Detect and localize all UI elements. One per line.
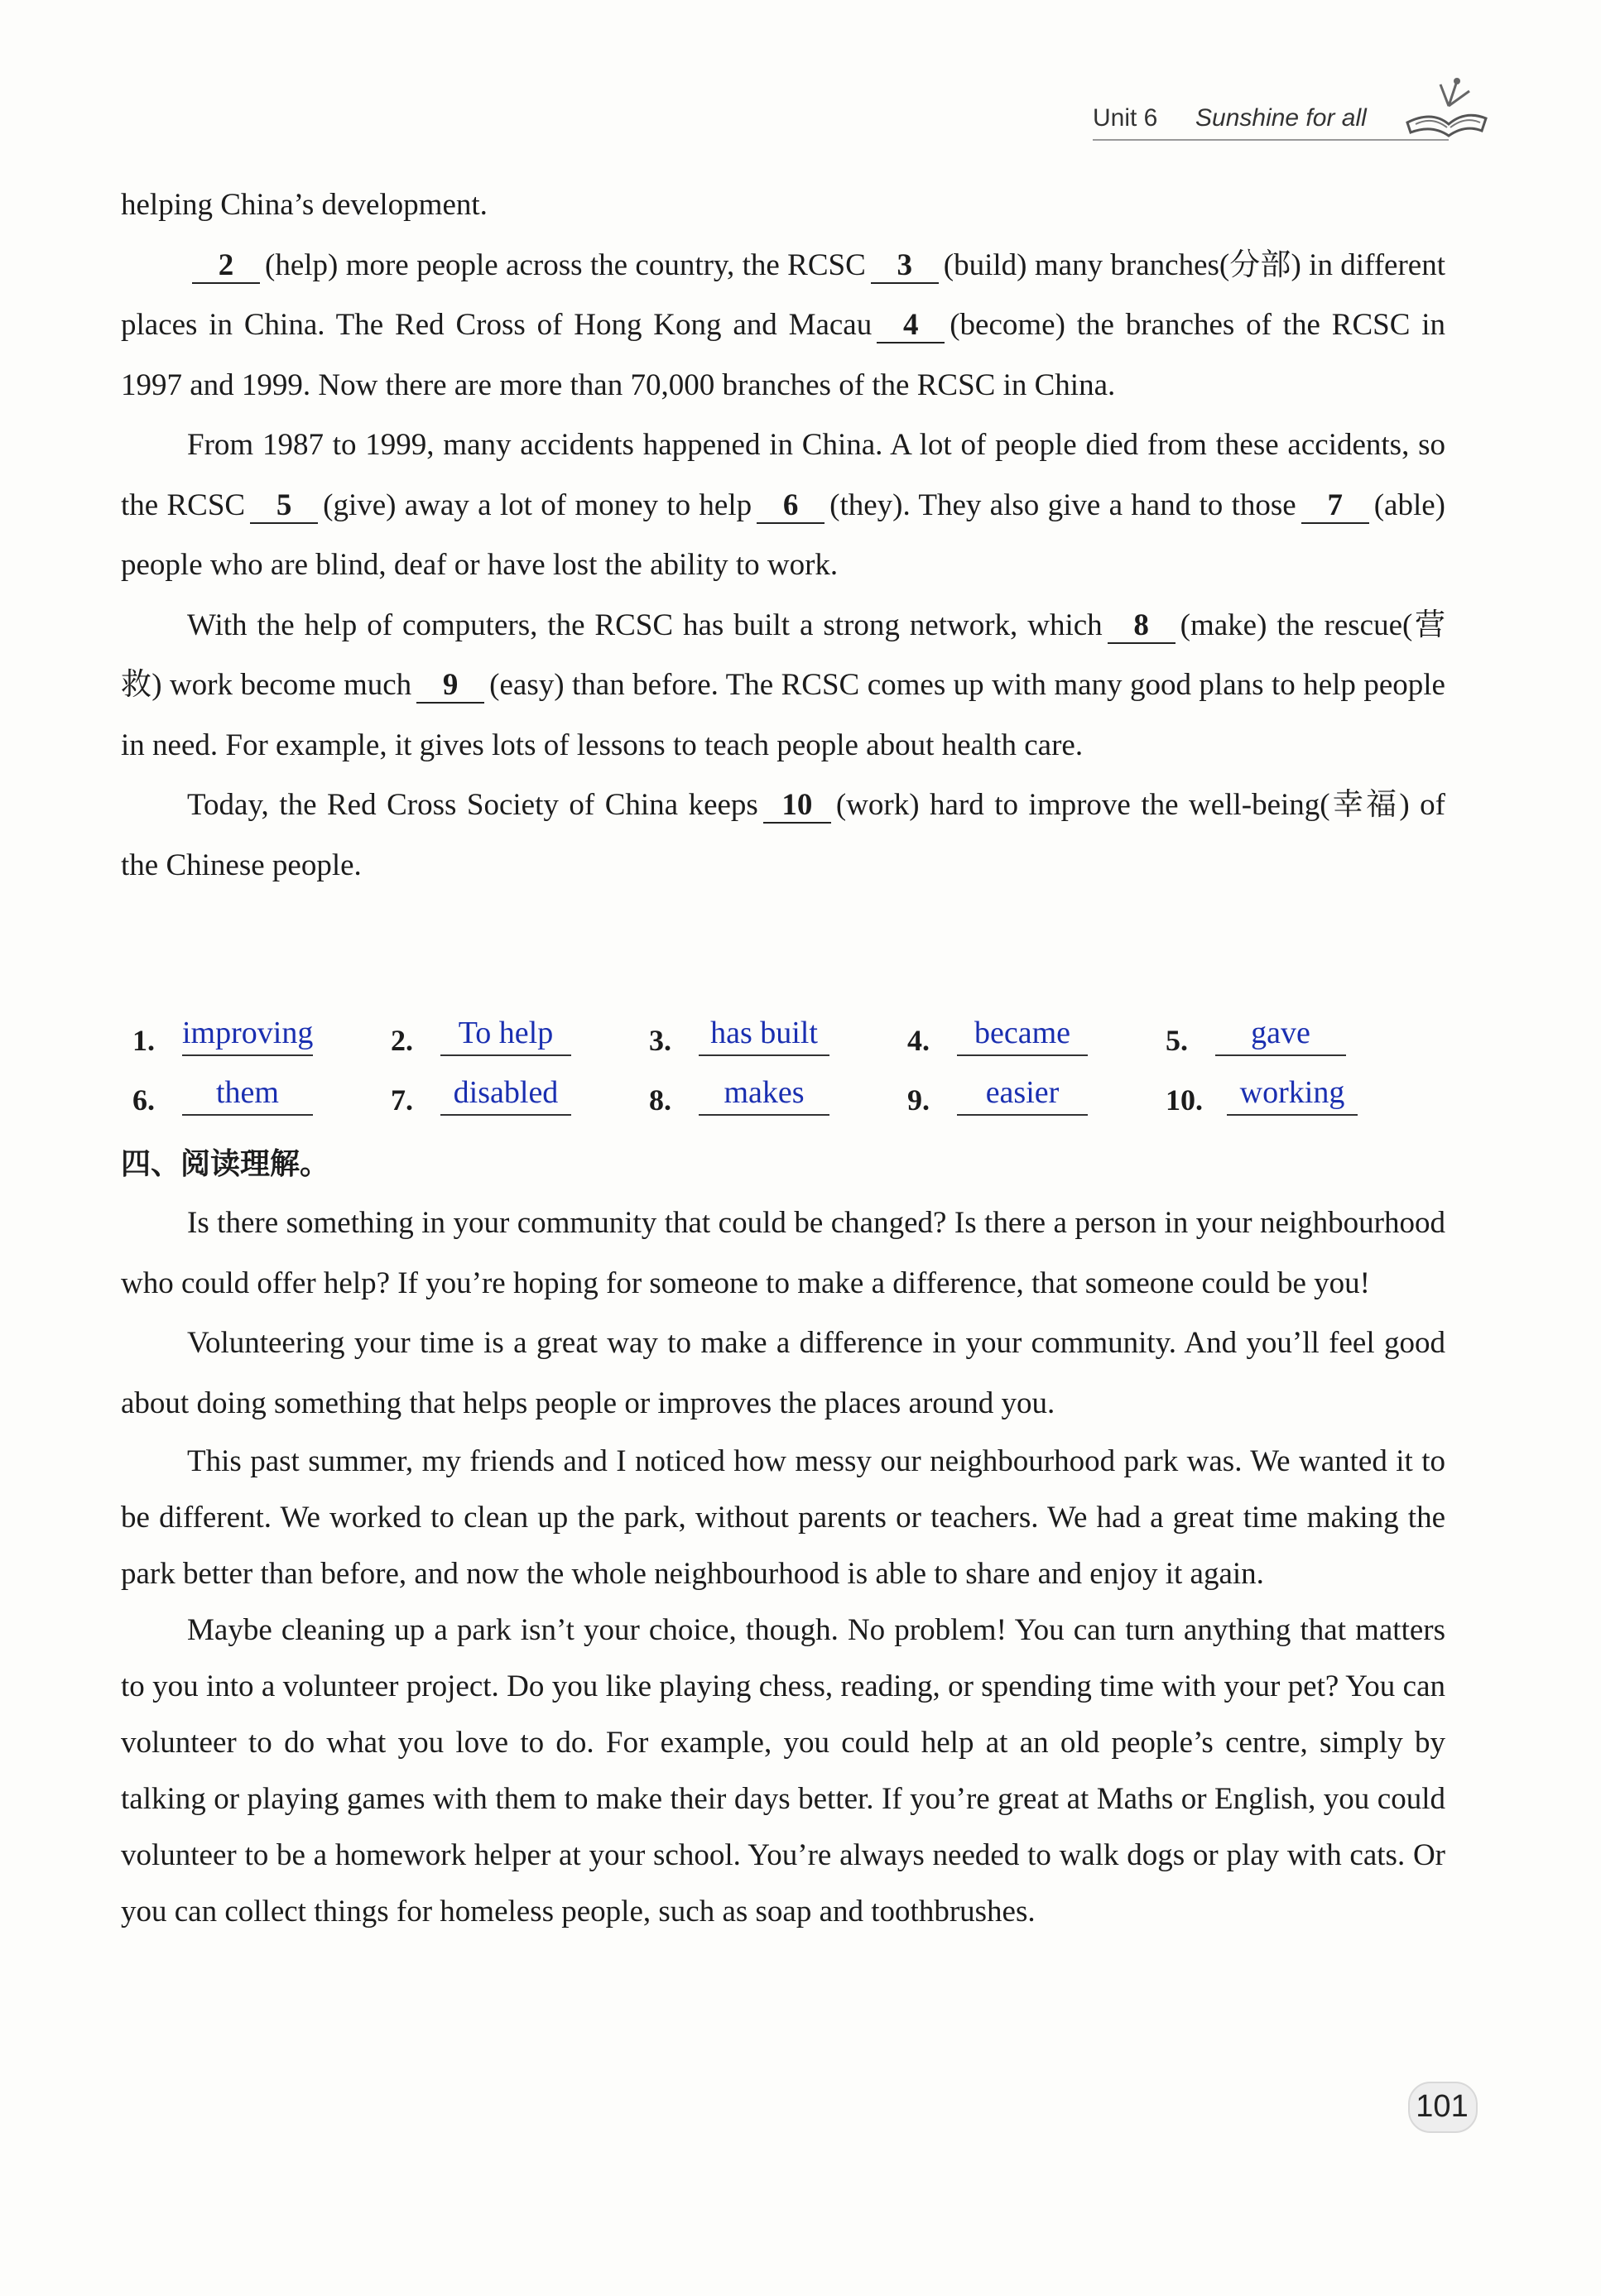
answer-value: became: [957, 1011, 1088, 1056]
answer-number: 1.: [132, 1024, 155, 1057]
answer-item: [391, 1011, 639, 1061]
answer-value: working: [1227, 1071, 1358, 1116]
answer-item: [649, 1071, 897, 1121]
passage-text: (easy) than before. The RCSC comes up with many good plans to help people in need. For example, it gives lots of lessons to teach people about health care.: [121, 668, 1445, 762]
header-rule: [1093, 139, 1449, 141]
answer-item: [1166, 1011, 1414, 1061]
answer-item: [132, 1071, 381, 1121]
answer-number: 4.: [907, 1024, 930, 1057]
passage-text: (help) more people across the country, the RCSC: [265, 247, 866, 282]
passage-text: Today, the Red Cross Society of China keeps: [187, 788, 758, 822]
answer-value: makes: [699, 1071, 829, 1116]
answer-value: To help: [440, 1011, 571, 1056]
passage-text: (able) people who are blind, deaf or have lost the ability to work.: [121, 488, 1445, 582]
answer-number: 5.: [1166, 1024, 1188, 1057]
cloze-passage: [121, 175, 1445, 896]
answer-value: has built: [699, 1011, 829, 1056]
passage-text: (make) the rescue(营救) work become much: [121, 608, 1445, 702]
passage-text: (work) hard to improve the well-being(幸福) of the Chinese people.: [121, 788, 1445, 882]
answer-value: disabled: [440, 1071, 571, 1116]
answer-item: [907, 1071, 1156, 1121]
passage-text: With the help of computers, the RCSC has built a strong network, which: [187, 608, 1103, 642]
blank-8: 8: [1108, 609, 1176, 644]
answer-item: [1166, 1071, 1414, 1121]
answer-value: gave: [1215, 1011, 1346, 1056]
answer-value: them: [182, 1071, 313, 1116]
answer-item: [132, 1011, 381, 1061]
passage-paragraph-2: [121, 236, 1445, 416]
answer-item: [391, 1071, 639, 1121]
reading-paragraph-3: This past summer, my friends and I noticed how messy our neighbourhood park was. We wanted it to be different. We worked to clean up the park, without parents or teachers. We had a great time making the park better than before, and now the whole neighbourhood is able to share and enjoy it again.: [121, 1444, 1445, 1591]
answer-row-2: [132, 1071, 1424, 1131]
answer-key: [132, 1011, 1424, 1131]
passage-paragraph-1: [121, 175, 1445, 236]
answer-number: 2.: [391, 1024, 413, 1057]
answer-number: 7.: [391, 1083, 413, 1117]
unit-title: Sunshine for all: [1195, 104, 1367, 132]
reading-passage: [121, 1194, 1445, 1940]
section-heading: 四、阅读理解。: [121, 1147, 330, 1181]
blank-7: 7: [1301, 489, 1369, 524]
blank-6: 6: [757, 489, 825, 524]
blank-3: 3: [871, 249, 939, 284]
answer-number: 8.: [649, 1083, 671, 1117]
passage-text: (they). They also give a hand to those: [829, 488, 1296, 522]
passage-paragraph-5: [121, 776, 1445, 896]
passage-text: (become) the branches of the RCSC in 1997 and 1999. Now there are more than 70,000 branches of the RCSC in China.: [121, 308, 1445, 402]
passage-text: (give) away a lot of money to help: [323, 488, 752, 522]
answer-row-1: [132, 1011, 1424, 1071]
blank-4: 4: [877, 309, 945, 343]
answer-number: 10.: [1166, 1083, 1203, 1117]
passage-text: helping China’s development.: [121, 188, 488, 222]
reading-paragraph-1: Is there something in your community that could be changed? Is there a person in your neighbourhood who could offer help? If you’re hoping for someone to make a difference, that someone could be you!: [121, 1206, 1445, 1300]
answer-value: improving: [182, 1011, 313, 1056]
open-book-icon: [1399, 73, 1490, 154]
passage-paragraph-4: [121, 596, 1445, 776]
page-header: [1093, 98, 1523, 147]
answer-number: 9.: [907, 1083, 930, 1117]
passage-text: From 1987 to 1999, many accidents happened in China. A lot of people died from these accidents, so the RCSC: [121, 428, 1445, 522]
blank-10: 10: [763, 789, 831, 824]
passage-text: (build) many branches(分部) in different places in China. The Red Cross of Hong Kong and Macau: [121, 247, 1445, 342]
answer-number: 3.: [649, 1024, 671, 1057]
passage-paragraph-3: [121, 415, 1445, 596]
unit-label: Unit 6: [1093, 104, 1158, 132]
answer-item: [649, 1011, 897, 1061]
page-number: 101: [1416, 2089, 1469, 2124]
reading-paragraph-2: Volunteering your time is a great way to make a difference in your community. And you’ll feel good about doing something that helps people or improves the places around you.: [121, 1326, 1445, 1420]
reading-paragraph-4: Maybe cleaning up a park isn’t your choice, though. No problem! You can turn anything that matters to you into a volunteer project. Do you like playing chess, reading, or spending time with your pet? You can volunteer to do what you love to do. For example, you could help at an old people’s centre, simply by talking or playing games with them to make their days better. If you’re great at Maths or English, you could volunteer to be a homework helper at your school. You’re always needed to walk dogs or play with cats. Or you can collect things for homeless people, such as soap and toothbrushes.: [121, 1613, 1445, 1929]
blank-5: 5: [250, 489, 318, 524]
blank-9: 9: [416, 669, 484, 704]
blank-2: 2: [192, 249, 260, 284]
answer-item: [907, 1011, 1156, 1061]
answer-number: 6.: [132, 1083, 155, 1117]
answer-value: easier: [957, 1071, 1088, 1116]
